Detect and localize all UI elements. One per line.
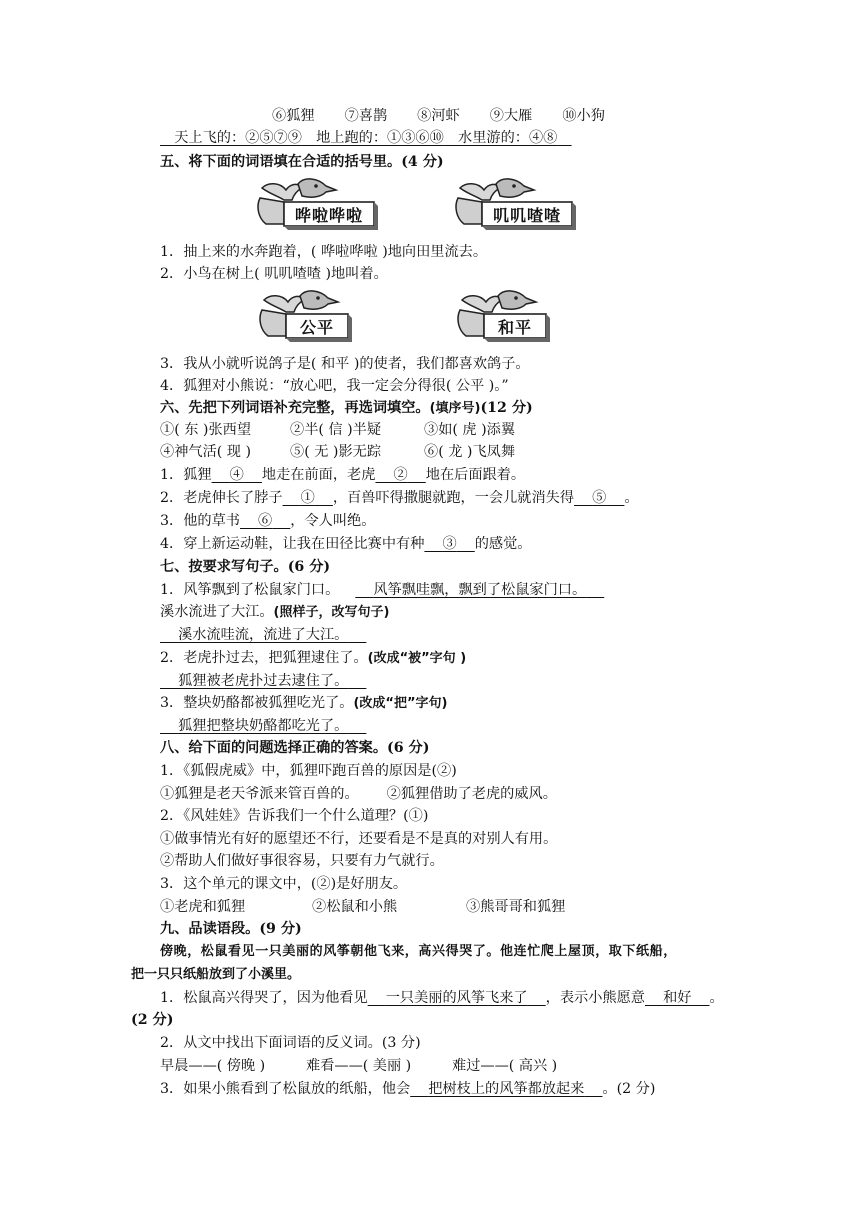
s6-q1-blank-1: ④ — [229, 467, 244, 483]
s8-q2-option-1: ①做事情光有好的愿望还不行，还要看是不是真的对别人有用。 — [160, 831, 558, 847]
classify-water: 水里游的：④⑧ — [458, 130, 558, 146]
word-card-hualahuala — [254, 178, 404, 232]
s8-q3-options — [160, 897, 565, 917]
s5-q1: 1．抽上来的水奔跑着，( 哗啦哗啦 )地向田里流去。 — [160, 244, 488, 260]
classify-sky: 天上飞的：②⑤⑦⑨ — [174, 130, 302, 146]
s9-q1-blank-2: 和好 — [663, 990, 692, 1006]
s6-q1-blank-2: ② — [393, 467, 408, 483]
s7-q3-instruction: (改成“把”字句) — [353, 696, 448, 711]
s6-word-5: ⑤( 无 )影无踪 — [290, 444, 382, 460]
s9-q1-score: (2 分) — [131, 1012, 174, 1028]
animal-8: ⑧河虾 — [417, 108, 460, 124]
word-card-text: 和平 — [497, 317, 532, 337]
s6-q3-blank: ⑥ — [258, 513, 273, 529]
section-5-title: 五、将下面的词语填在合适的括号里。(4 分) — [160, 154, 444, 170]
s9-q2-antonyms — [160, 1056, 557, 1076]
s8-q3: 3．这个单元的课文中，(②)是好朋友。 — [160, 876, 408, 892]
animal-6: ⑥狐狸 — [272, 108, 315, 124]
section-7-title: 七、按要求写句子。(6 分) — [160, 559, 331, 575]
animal-10: ⑩小狗 — [562, 108, 605, 124]
section-6-title-text: 六、先把下列词语补充完整，再选词填空。 — [160, 400, 430, 416]
s9-q1-blank-1: 一只美丽的风筝飞来了 — [385, 990, 528, 1006]
s6-word-6: ⑥( 龙 )飞凤舞 — [424, 444, 516, 460]
s7-q1-example: 风筝飘哇飘，飘到了松鼠家门口。 — [373, 582, 587, 598]
animal-7: ⑦喜鹊 — [344, 108, 388, 124]
s7-q3-answer: 狐狸把整块奶酪都吃光了。 — [178, 718, 349, 734]
s9-q1: 1．松鼠高兴得哭了，因为他看见 一只美丽的风筝飞来了 ，表示小熊愿意 和好 。 — [160, 990, 724, 1006]
section-6-title — [160, 398, 533, 419]
s7-q1-answer: 溪水流哇流，流进了大江。 — [178, 627, 349, 643]
s6-q1: 1．狐狸 ④ 地走在前面，老虎 ② 地在后面跟着。 — [160, 467, 526, 483]
s8-q1-option-1: ①狐狸是老天爷派来管百兽的。 — [160, 786, 359, 802]
s6-q2-blank-2: ⑤ — [592, 490, 607, 506]
s7-q2-instruction: (改成“被”字句 ) — [367, 651, 467, 666]
s6-words-row1 — [160, 420, 515, 440]
s9-passage-line-2: 把一只只纸船放到了小溪里。 — [131, 967, 301, 982]
word-card-jijizhazha — [452, 178, 602, 232]
s5-q2: 2．小鸟在树上( 叽叽喳喳 )地叫着。 — [160, 266, 388, 282]
s6-q2: 2．老虎伸长了脖子 ① ，百兽吓得撒腿就跑，一会儿就消失得 ⑤ 。 — [160, 490, 639, 506]
section-6-score: (12 分) — [480, 400, 533, 416]
s7-q1-instruction: (照样子，改写句子) — [273, 605, 390, 620]
s6-word-4: ④神气活( 现 ) — [160, 444, 252, 460]
s8-q1-option-2: ②狐狸借助了老虎的威风。 — [386, 786, 557, 802]
word-card-text: 公平 — [299, 317, 334, 337]
s9-q3-blank: 把树枝上的风筝都放起来 — [428, 1081, 585, 1097]
s8-q2: 2．《风娃娃》告诉我们一个什么道理？(①) — [160, 808, 429, 824]
word-card-text: 叽叽喳喳 — [492, 205, 561, 225]
s9-antonym-2: 难看——( 美丽 ) — [306, 1058, 412, 1074]
s7-q1: 1．风筝飘到了松鼠家门口。 风筝飘哇飘，飘到了松鼠家门口。 — [160, 580, 604, 600]
s9-antonym-3: 难过——( 高兴 ) — [452, 1058, 558, 1074]
s6-word-3: ③如( 虎 )添翼 — [424, 422, 516, 438]
section-8-title: 八、给下面的问题选择正确的答案。(6 分) — [160, 740, 430, 756]
s9-passage-line-1: 傍晚，松鼠看见一只美丽的风筝朝他飞来，高兴得哭了。他连忙爬上屋顶，取下纸船， — [160, 944, 677, 959]
section-6-note: (填序号) — [429, 401, 481, 416]
s8-q1: 1．《狐假虎威》中，狐狸吓跑百兽的原因是(②) — [160, 763, 457, 779]
s6-word-2: ②半( 信 )半疑 — [290, 422, 382, 438]
animal-9: ⑨大雁 — [489, 108, 533, 124]
section-9-title: 九、品读语段。(9 分) — [160, 921, 302, 937]
s6-q2-blank-1: ① — [300, 490, 315, 506]
s6-word-1: ①( 东 )张西望 — [160, 422, 252, 438]
s9-q2: 2．从文中找出下面词语的反义词。(3 分) — [160, 1035, 421, 1051]
s7-q3: 3．整块奶酪都被狐狸吃光了。(改成“把”字句) — [160, 695, 448, 711]
s7-q2: 2．老虎扑过去，把狐狸逮住了。(改成“被”字句 ) — [160, 650, 467, 666]
s6-q4-blank: ③ — [442, 536, 457, 552]
word-card-gongping — [256, 290, 366, 344]
s8-q2-option-2: ②帮助人们做好事很容易，只要有力气就行。 — [160, 853, 444, 869]
s7-q2-answer: 狐狸被老虎扑过去逮住了。 — [178, 673, 349, 689]
s8-q3-option-1: ①老虎和狐狸 — [160, 899, 246, 915]
s5-q3: 3．我从小就听说鸽子是( 和平 )的使者，我们都喜欢鸽子。 — [160, 356, 530, 372]
classify-answer — [160, 128, 572, 148]
animals-row — [272, 106, 605, 126]
s5-q4: 4．狐狸对小熊说：“放心吧，我一定会分得很( 公平 )。” — [160, 378, 509, 394]
s7-q1-task: 溪水流进了大江。(照样子，改写句子) — [160, 604, 390, 620]
s8-q3-option-2: ②松鼠和小熊 — [312, 899, 398, 915]
s8-q3-option-3: ③熊哥哥和狐狸 — [466, 899, 566, 915]
classify-land: 地上跑的：①③⑥⑩ — [316, 130, 444, 146]
s8-q1-options — [160, 784, 557, 804]
word-card-heping — [454, 290, 564, 344]
s9-antonym-1: 早晨——( 傍晚 ) — [160, 1058, 266, 1074]
word-card-text: 哗啦哗啦 — [294, 205, 363, 225]
s9-q3: 3．如果小熊看到了松鼠放的纸船，他会 把树枝上的风筝都放起来 。(2 分) — [160, 1081, 656, 1097]
s6-q3: 3．他的草书 ⑥ ，令人叫绝。 — [160, 513, 376, 529]
s6-q4: 4．穿上新运动鞋，让我在田径比赛中有种 ③ 的感觉。 — [160, 536, 532, 552]
s6-words-row2 — [160, 442, 515, 462]
